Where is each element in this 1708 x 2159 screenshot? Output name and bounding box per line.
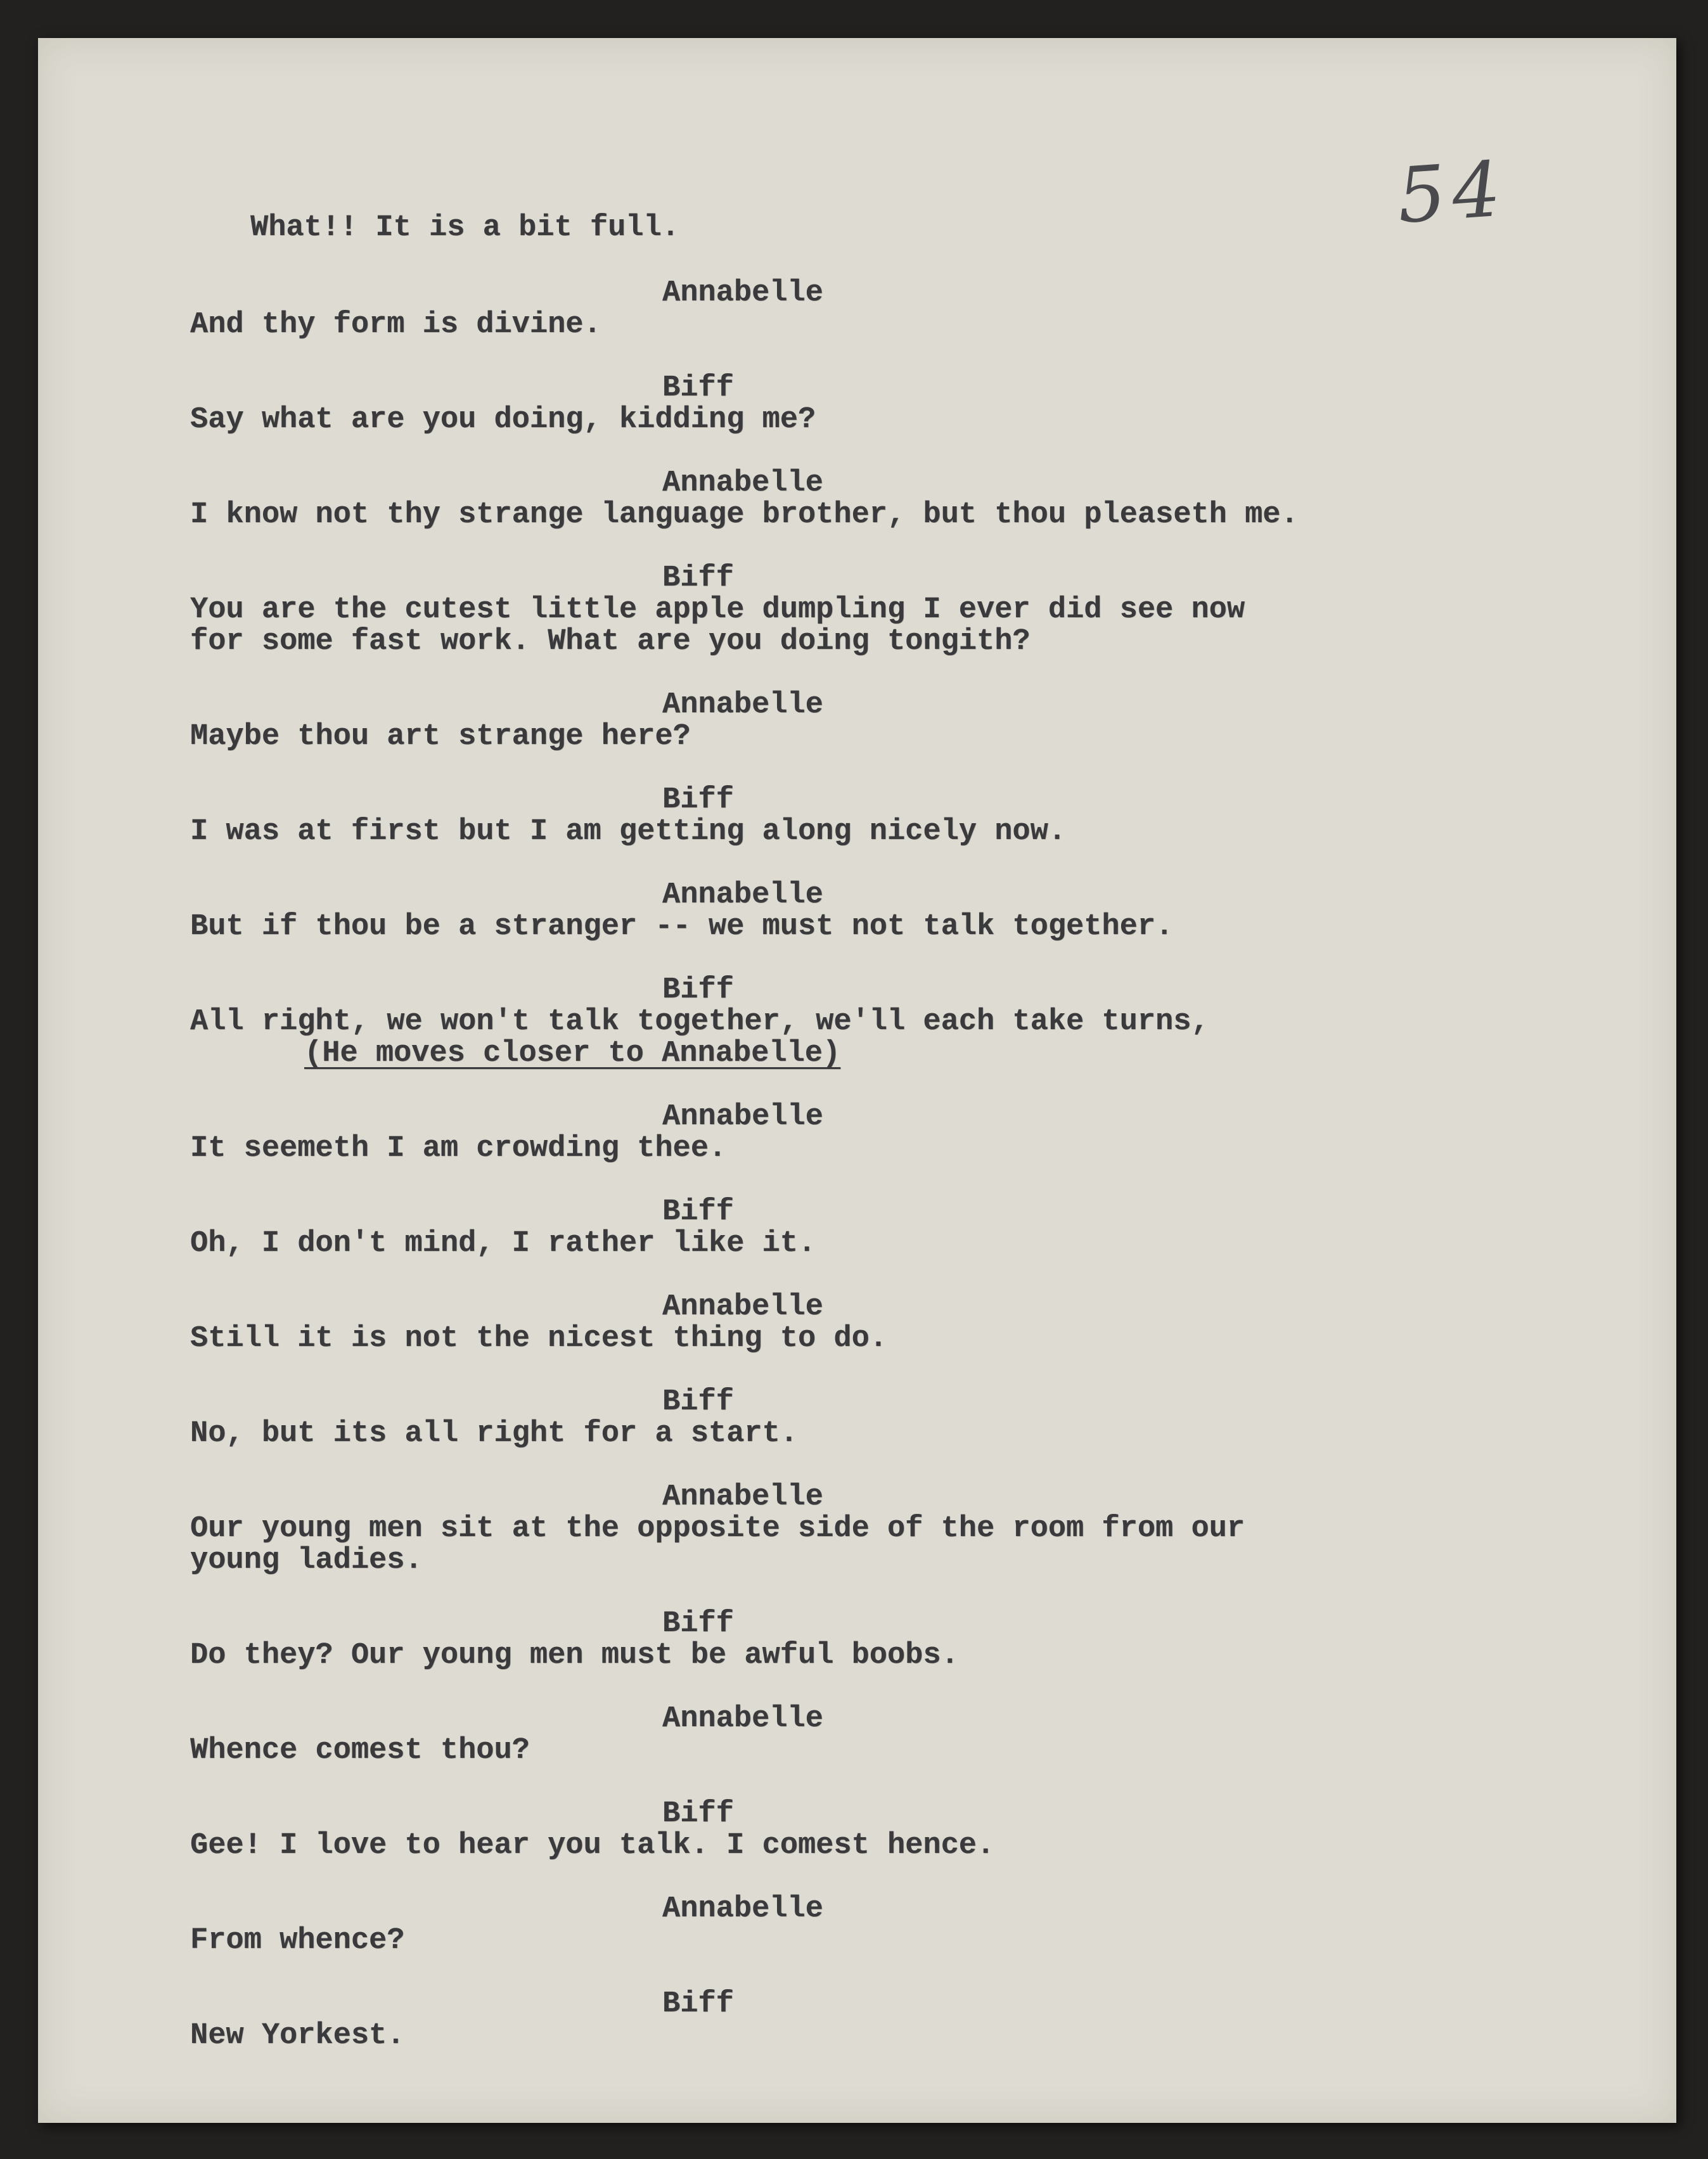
dialogue-line: Do they? Our young men must be awful boobs.	[190, 1639, 959, 1672]
speaker-name: Biff	[662, 1987, 734, 2021]
dialogue-line: From whence?	[190, 1924, 405, 1957]
dialogue-line: And thy form is divine.	[190, 308, 601, 342]
speaker-name: Annabelle	[662, 688, 823, 722]
dialogue-line: young ladies.	[190, 1544, 423, 1577]
speaker-name: Biff	[662, 1385, 734, 1419]
speaker-name: Biff	[662, 1797, 734, 1831]
speaker-name: Annabelle	[662, 1480, 823, 1514]
dialogue-line: Still it is not the nicest thing to do.	[190, 1322, 887, 1355]
dialogue-line: New Yorkest.	[190, 2019, 405, 2053]
speaker-name: Biff	[662, 1195, 734, 1229]
speaker-name: Biff	[662, 1607, 734, 1641]
dialogue-line: But if thou be a stranger -- we must not talk together.	[190, 910, 1174, 944]
dialogue-line: You are the cutest little apple dumpling I ever did see now	[190, 593, 1245, 627]
dialogue-line: for some fast work. What are you doing tongith?	[190, 625, 1031, 658]
speaker-name: Annabelle	[662, 1892, 823, 1926]
speaker-name: Biff	[662, 371, 734, 405]
handwritten-page-number: 54	[1394, 145, 1510, 241]
speaker-name: Biff	[662, 783, 734, 817]
speaker-name: Annabelle	[662, 1290, 823, 1324]
dialogue-line: Whence comest thou?	[190, 1734, 530, 1767]
dialogue-line: Gee! I love to hear you talk. I comest hence.	[190, 1829, 995, 1862]
speaker-name: Annabelle	[662, 1702, 823, 1736]
typescript-page	[38, 38, 1676, 2123]
dialogue-line: Oh, I don't mind, I rather like it.	[190, 1227, 816, 1260]
speaker-name: Annabelle	[662, 466, 823, 500]
dialogue-line: Our young men sit at the opposite side of the room from our	[190, 1512, 1245, 1546]
dialogue-line: Say what are you doing, kidding me?	[190, 403, 816, 437]
stage-direction: (He moves closer to Annabelle)	[304, 1037, 841, 1070]
dialogue-line: It seemeth I am crowding thee.	[190, 1132, 727, 1165]
dialogue-line: I know not thy strange language brother, but thou pleaseth me.	[190, 498, 1299, 532]
speaker-name: Biff	[662, 561, 734, 595]
dialogue-line: No, but its all right for a start.	[190, 1417, 798, 1451]
dialogue-line: Maybe thou art strange here?	[190, 720, 691, 753]
dialogue-line: All right, we won't talk together, we'll each take turns,	[190, 1005, 1209, 1039]
speaker-name: Annabelle	[662, 1100, 823, 1134]
opening-line: What!! It is a bit full.	[250, 211, 679, 245]
dialogue-line: I was at first but I am getting along nicely now.	[190, 815, 1067, 849]
speaker-name: Annabelle	[662, 276, 823, 310]
speaker-name: Biff	[662, 973, 734, 1007]
speaker-name: Annabelle	[662, 878, 823, 912]
